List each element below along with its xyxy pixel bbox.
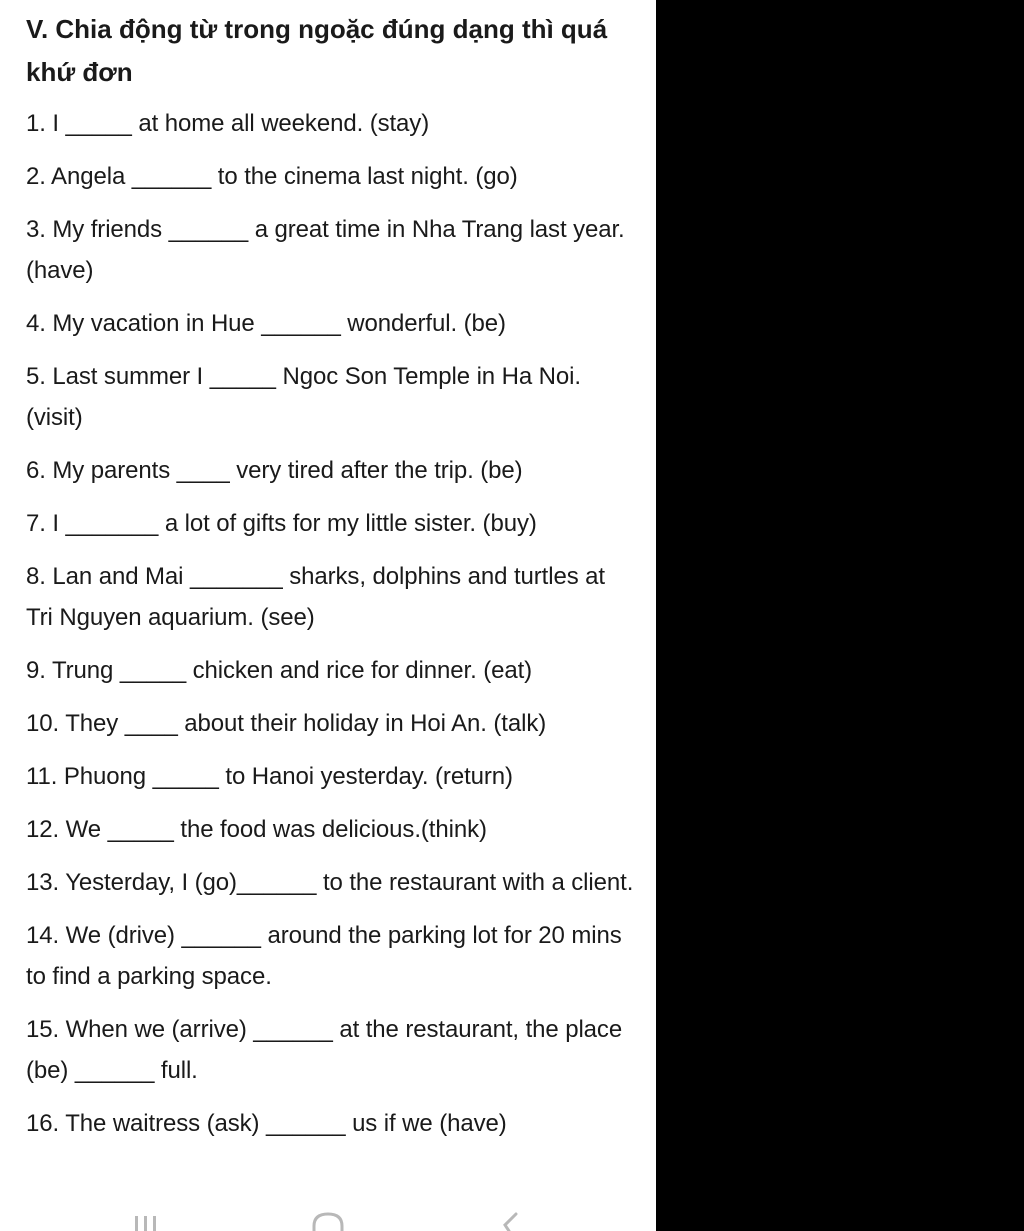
exercise-item-5: 5. Last summer I _____ Ngoc Son Temple in Ha Noi. (visit) — [26, 363, 581, 431]
exercise-item-7: 7. I _______ a lot of gifts for my little sister. (buy) — [26, 510, 537, 537]
navigation-bar — [0, 1200, 656, 1231]
exercise-item-16: 16. The waitress (ask) ______ us if we (have) — [26, 1110, 507, 1137]
back-icon[interactable] — [496, 1200, 522, 1231]
exercise-item-13: 13. Yesterday, I (go)______ to the restaurant with a client. — [26, 869, 634, 896]
worksheet-title: V. Chia động từ trong ngoặc đúng dạng thì quá khứ đơn — [26, 14, 608, 87]
exercise-item-14: 14. We (drive) ______ around the parking lot for 20 mins to find a parking space. — [26, 922, 622, 990]
exercise-item-6: 6. My parents ____ very tired after the trip. (be) — [26, 457, 523, 484]
exercise-item-2: 2. Angela ______ to the cinema last night. (go) — [26, 163, 518, 190]
exercise-item-1: 1. I _____ at home all weekend. (stay) — [26, 110, 430, 137]
exercise-item-8: 8. Lan and Mai _______ sharks, dolphins and turtles at Tri Nguyen aquarium. (see) — [26, 563, 605, 631]
worksheet — [26, 8, 636, 1156]
home-icon[interactable] — [311, 1200, 345, 1231]
exercise-item-11: 11. Phuong _____ to Hanoi yesterday. (return) — [26, 763, 513, 790]
exercise-item-4: 4. My vacation in Hue ______ wonderful. (be) — [26, 310, 506, 337]
exercise-item-12: 12. We _____ the food was delicious.(think) — [26, 816, 487, 843]
exercise-item-10: 10. They ____ about their holiday in Hoi An. (talk) — [26, 710, 547, 737]
exercise-item-9: 9. Trung _____ chicken and rice for dinner. (eat) — [26, 657, 533, 684]
recents-icon[interactable] — [133, 1200, 159, 1231]
exercise-item-3: 3. My friends ______ a great time in Nha Trang last year. (have) — [26, 216, 625, 284]
exercise-item-15: 15. When we (arrive) ______ at the restaurant, the place (be) ______ full. — [26, 1016, 623, 1084]
